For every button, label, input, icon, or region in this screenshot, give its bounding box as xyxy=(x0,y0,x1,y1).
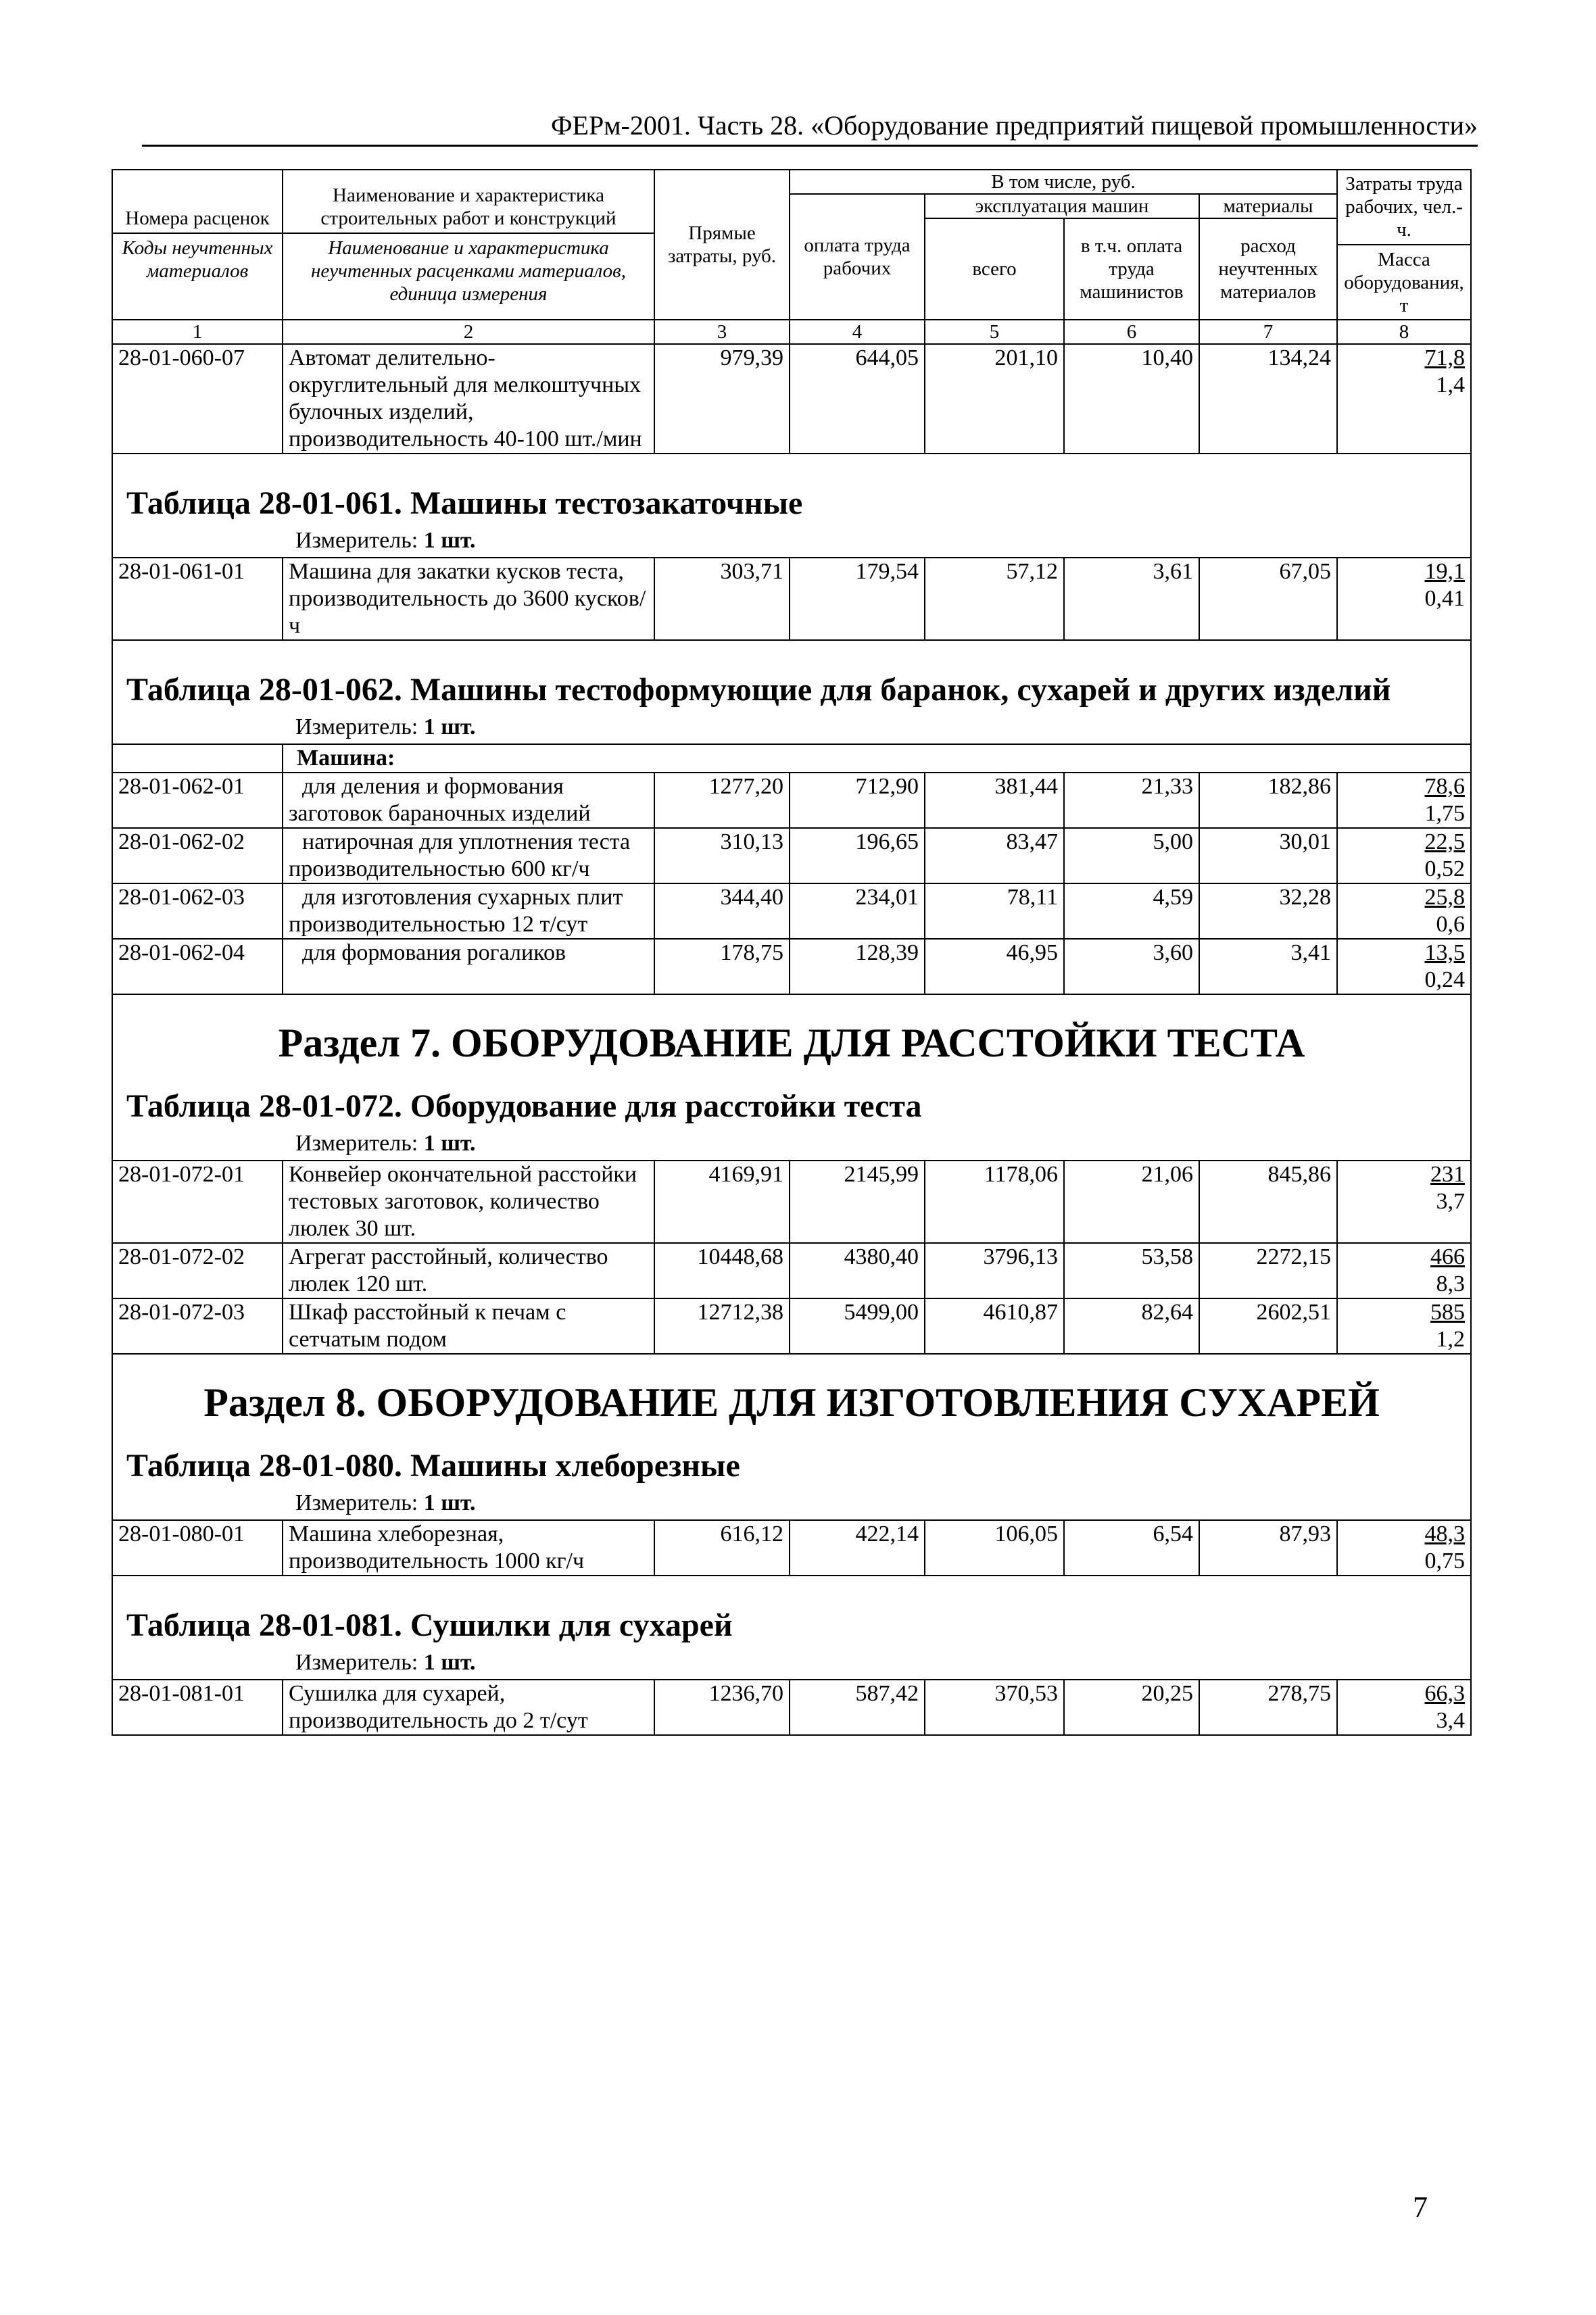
work-hours: 25,8 xyxy=(1424,885,1465,910)
materials-cost: 67,05 xyxy=(1199,558,1337,640)
rate-code: 28-01-081-01 xyxy=(112,1680,283,1735)
table-062-rows xyxy=(112,773,1471,994)
rate-code: 28-01-072-02 xyxy=(112,1243,283,1298)
table-072-rows xyxy=(112,1161,1471,1354)
header-col1-bottom: Коды неучтенных материалов xyxy=(122,237,273,282)
section-title: Раздел 7. ОБОРУДОВАНИЕ ДЛЯ РАССТОЙКИ ТЕСТА xyxy=(112,994,1471,1073)
header-col8-bottom: Масса оборудования, т xyxy=(1344,249,1464,316)
measure-label: Измеритель: xyxy=(295,528,418,553)
direct-costs: 178,75 xyxy=(654,939,790,994)
machinists-pay: 21,33 xyxy=(1064,773,1199,828)
work-name: Конвейер окончательной расстойки тестовых заготовок, количество люлек 30 шт. xyxy=(283,1161,654,1243)
machines-total: 201,10 xyxy=(925,344,1064,454)
table-section-row xyxy=(112,640,1471,714)
work-name: натирочная для уплотнения теста производительностью 600 кг/ч xyxy=(283,828,654,883)
materials-cost: 278,75 xyxy=(1199,1680,1337,1735)
machinists-pay: 10,40 xyxy=(1064,344,1199,454)
table-row xyxy=(112,883,1471,939)
machines-total: 78,11 xyxy=(925,883,1064,939)
rate-code: 28-01-062-02 xyxy=(112,828,283,883)
section-title: Раздел 8. ОБОРУДОВАНИЕ ДЛЯ ИЗГОТОВЛЕНИЯ СУХАРЕЙ xyxy=(112,1354,1471,1433)
measure-value: 1 шт. xyxy=(423,1131,476,1156)
equipment-mass: 1,4 xyxy=(1436,372,1465,397)
measure-label: Измеритель: xyxy=(295,1490,418,1515)
labor-pay: 179,54 xyxy=(790,558,925,640)
table-row xyxy=(112,558,1471,640)
labor-mass-cell xyxy=(1337,1243,1471,1298)
equipment-mass: 0,6 xyxy=(1436,912,1465,937)
direct-costs: 4169,91 xyxy=(654,1161,790,1243)
measure-row xyxy=(112,1649,1471,1680)
table-row xyxy=(112,344,1471,454)
header-col2-bottom: Наименование и характеристика неучтенных расценками материалов, единица измерения xyxy=(311,237,626,305)
materials-cost: 30,01 xyxy=(1199,828,1337,883)
rate-code: 28-01-072-03 xyxy=(112,1298,283,1354)
measure-row xyxy=(112,1130,1471,1161)
table-row xyxy=(112,828,1471,883)
materials-cost: 87,93 xyxy=(1199,1520,1337,1576)
rates-table xyxy=(112,169,1472,1736)
machinists-pay: 6,54 xyxy=(1064,1520,1199,1576)
work-hours: 19,1 xyxy=(1424,559,1465,584)
materials-cost: 845,86 xyxy=(1199,1161,1337,1243)
work-hours: 22,5 xyxy=(1424,829,1465,854)
direct-costs: 1236,70 xyxy=(654,1680,790,1735)
machinists-pay: 53,58 xyxy=(1064,1243,1199,1298)
measure-label: Измеритель: xyxy=(295,1131,418,1156)
measure-row xyxy=(112,1490,1471,1520)
header-col1-top: Номера расценок xyxy=(125,208,270,229)
header-col5: всего xyxy=(925,218,1064,320)
labor-pay: 2145,99 xyxy=(790,1161,925,1243)
equipment-mass: 0,24 xyxy=(1424,967,1465,992)
labor-pay: 5499,00 xyxy=(790,1298,925,1354)
materials-cost: 2272,15 xyxy=(1199,1243,1337,1298)
labor-pay: 422,14 xyxy=(790,1520,925,1576)
rate-code: 28-01-060-07 xyxy=(112,344,283,454)
column-number: 4 xyxy=(790,320,925,344)
machinists-pay: 4,59 xyxy=(1064,883,1199,939)
table-row xyxy=(112,773,1471,828)
machinists-pay: 20,25 xyxy=(1064,1680,1199,1735)
table-row xyxy=(112,1161,1471,1243)
direct-costs: 616,12 xyxy=(654,1520,790,1576)
labor-mass-cell xyxy=(1337,828,1471,883)
column-number: 1 xyxy=(112,320,283,344)
rate-code: 28-01-062-03 xyxy=(112,883,283,939)
table-row xyxy=(112,1243,1471,1298)
equipment-mass: 1,2 xyxy=(1436,1327,1465,1352)
work-name: Агрегат расстойный, количество люлек 120 шт. xyxy=(283,1243,654,1298)
labor-pay: 196,65 xyxy=(790,828,925,883)
rate-code: 28-01-080-01 xyxy=(112,1520,283,1576)
work-name: для изготовления сухарных плит производительностью 12 т/сут xyxy=(283,883,654,939)
table-header-row xyxy=(112,170,1471,194)
machines-total: 381,44 xyxy=(925,773,1064,828)
rate-code: 28-01-062-01 xyxy=(112,773,283,828)
labor-mass-cell xyxy=(1337,1298,1471,1354)
materials-cost: 32,28 xyxy=(1199,883,1337,939)
column-numbers-row xyxy=(112,320,1471,344)
table-row xyxy=(112,939,1471,994)
header-col6: в т.ч. оплата труда машинистов xyxy=(1064,218,1199,320)
equipment-mass: 0,52 xyxy=(1424,856,1465,881)
measure-label: Измеритель: xyxy=(295,714,418,739)
machines-total: 57,12 xyxy=(925,558,1064,640)
labor-mass-cell xyxy=(1337,1520,1471,1576)
equipment-mass: 1,75 xyxy=(1424,801,1465,826)
labor-mass-cell xyxy=(1337,558,1471,640)
labor-pay: 712,90 xyxy=(790,773,925,828)
direct-costs: 344,40 xyxy=(654,883,790,939)
work-name: Машина для закатки кусков теста, производительность до 3600 кусков/ч xyxy=(283,558,654,640)
labor-mass-cell xyxy=(1337,939,1471,994)
labor-pay: 234,01 xyxy=(790,883,925,939)
machinists-pay: 3,61 xyxy=(1064,558,1199,640)
labor-pay: 4380,40 xyxy=(790,1243,925,1298)
column-number: 3 xyxy=(654,320,790,344)
section-heading-row xyxy=(112,1354,1471,1433)
measure-label: Измеритель: xyxy=(295,1650,418,1675)
header-col4: оплата труда рабочих xyxy=(790,194,925,320)
measure-value: 1 шт. xyxy=(423,714,476,739)
machines-total: 106,05 xyxy=(925,1520,1064,1576)
column-number: 6 xyxy=(1064,320,1199,344)
equipment-mass: 3,4 xyxy=(1436,1708,1465,1733)
header-col3: Прямые затраты, руб. xyxy=(654,170,790,320)
header-materials: материалы xyxy=(1199,194,1337,218)
top-rows xyxy=(112,344,1471,454)
direct-costs: 1277,20 xyxy=(654,773,790,828)
page-number: 7 xyxy=(1413,2191,1428,2224)
rate-code: 28-01-062-04 xyxy=(112,939,283,994)
machines-total: 3796,13 xyxy=(925,1243,1064,1298)
measure-row xyxy=(112,714,1471,744)
table-title: Таблица 28-01-061. Машины тестозакаточные xyxy=(112,454,1471,527)
table-title: Таблица 28-01-062. Машины тестоформующие для баранок, сухарей и других изделий xyxy=(112,640,1471,714)
measure-value: 1 шт. xyxy=(423,528,476,553)
table-080-rows xyxy=(112,1520,1471,1576)
table-section-row xyxy=(112,1073,1471,1130)
labor-mass-cell xyxy=(1337,883,1471,939)
labor-mass-cell xyxy=(1337,1680,1471,1735)
table-row xyxy=(112,1680,1471,1735)
labor-pay: 128,39 xyxy=(790,939,925,994)
measure-row xyxy=(112,527,1471,558)
header-rule xyxy=(142,145,1478,147)
table-title: Таблица 28-01-080. Машины хлеборезные xyxy=(112,1433,1471,1490)
labor-mass-cell xyxy=(1337,344,1471,454)
machinists-pay: 82,64 xyxy=(1064,1298,1199,1354)
labor-pay: 587,42 xyxy=(790,1680,925,1735)
header-col7: расход неучтенных материалов xyxy=(1199,218,1337,320)
table-section-row xyxy=(112,454,1471,527)
column-number: 2 xyxy=(283,320,654,344)
work-hours: 13,5 xyxy=(1424,940,1465,965)
equipment-mass: 0,75 xyxy=(1424,1549,1465,1574)
labor-pay: 644,05 xyxy=(790,344,925,454)
direct-costs: 10448,68 xyxy=(654,1243,790,1298)
materials-cost: 134,24 xyxy=(1199,344,1337,454)
machinists-pay: 21,06 xyxy=(1064,1161,1199,1243)
labor-mass-cell xyxy=(1337,1161,1471,1243)
work-name: для формования рогаликов xyxy=(283,939,654,994)
work-name: для деления и формования заготовок бараночных изделий xyxy=(283,773,654,828)
column-number: 8 xyxy=(1337,320,1471,344)
materials-cost: 182,86 xyxy=(1199,773,1337,828)
machinists-pay: 3,60 xyxy=(1064,939,1199,994)
direct-costs: 310,13 xyxy=(654,828,790,883)
work-name: Шкаф расстойный к печам с сетчатым подом xyxy=(283,1298,654,1354)
machines-total: 370,53 xyxy=(925,1680,1064,1735)
work-hours: 48,3 xyxy=(1424,1521,1465,1546)
materials-cost: 3,41 xyxy=(1199,939,1337,994)
table-061-rows xyxy=(112,558,1471,640)
direct-costs: 12712,38 xyxy=(654,1298,790,1354)
materials-cost: 2602,51 xyxy=(1199,1298,1337,1354)
work-name: Сушилка для сухарей, производительность до 2 т/сут xyxy=(283,1680,654,1735)
header-col8-top: Затраты труда рабочих, чел.-ч. xyxy=(1345,173,1463,241)
machines-total: 83,47 xyxy=(925,828,1064,883)
work-hours: 585 xyxy=(1430,1300,1465,1325)
table-row xyxy=(112,1520,1471,1576)
header-machines: эксплуатация машин xyxy=(925,194,1199,218)
table-section-row xyxy=(112,1576,1471,1649)
table-title: Таблица 28-01-081. Сушилки для сухарей xyxy=(112,1576,1471,1649)
equipment-mass: 0,41 xyxy=(1424,586,1465,611)
work-hours: 66,3 xyxy=(1424,1681,1465,1706)
equipment-mass: 8,3 xyxy=(1436,1271,1465,1296)
direct-costs: 303,71 xyxy=(654,558,790,640)
rate-code: 28-01-072-01 xyxy=(112,1161,283,1243)
measure-value: 1 шт. xyxy=(423,1490,476,1515)
header-col2-top: Наименование и характеристика строительных работ и конструкций xyxy=(320,185,616,229)
direct-costs: 979,39 xyxy=(654,344,790,454)
work-hours: 466 xyxy=(1430,1244,1465,1269)
machines-total: 1178,06 xyxy=(925,1161,1064,1243)
machines-total: 46,95 xyxy=(925,939,1064,994)
work-hours: 78,6 xyxy=(1424,774,1465,799)
table-row xyxy=(112,1298,1471,1354)
work-hours: 231 xyxy=(1430,1162,1465,1187)
table-081-rows xyxy=(112,1680,1471,1735)
equipment-mass: 3,7 xyxy=(1436,1189,1465,1214)
measure-value: 1 шт. xyxy=(423,1650,476,1675)
table-title: Таблица 28-01-072. Оборудование для расстойки теста xyxy=(112,1073,1471,1130)
work-hours: 71,8 xyxy=(1424,345,1465,370)
work-name: Автомат делительно-округлительный для мелкоштучных булочных изделий, производительность 40-100 шт./мин xyxy=(283,344,654,454)
machines-total: 4610,87 xyxy=(925,1298,1064,1354)
section-heading-row xyxy=(112,994,1471,1073)
group-label-row xyxy=(112,744,1471,773)
work-name: Машина хлеборезная, производительность 1000 кг/ч xyxy=(283,1520,654,1576)
group-label: Машина: xyxy=(283,744,1471,773)
machinists-pay: 5,00 xyxy=(1064,828,1199,883)
labor-mass-cell xyxy=(1337,773,1471,828)
header-group: В том числе, руб. xyxy=(790,170,1337,194)
running-header: ФЕРм-2001. Часть 28. «Оборудование предприятий пищевой промышленности» xyxy=(550,110,1478,141)
rate-code: 28-01-061-01 xyxy=(112,558,283,640)
table-section-row xyxy=(112,1433,1471,1490)
column-number: 7 xyxy=(1199,320,1337,344)
column-number: 5 xyxy=(925,320,1064,344)
